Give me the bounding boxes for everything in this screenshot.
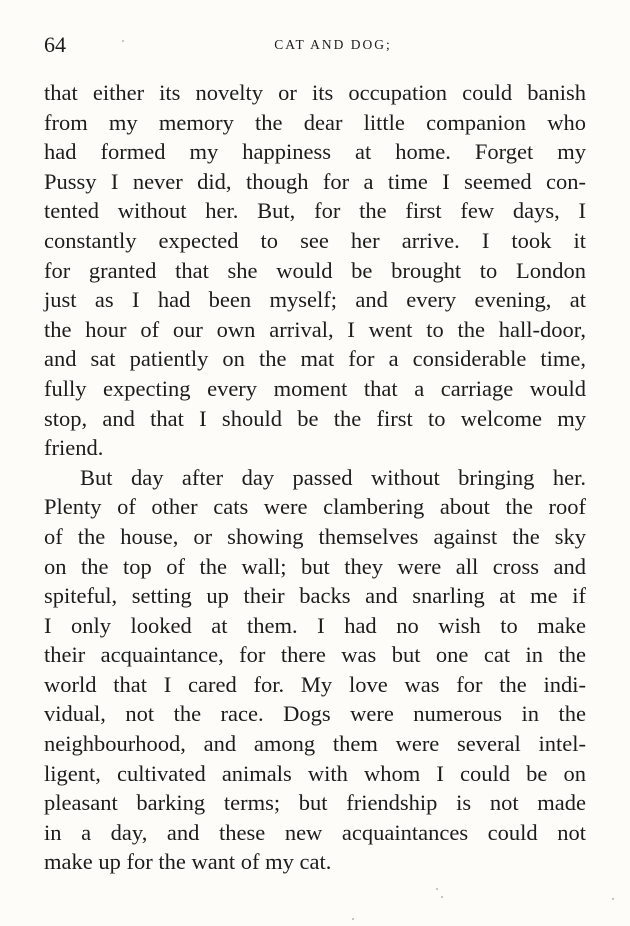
paper-speck xyxy=(122,40,124,42)
text-line: on the top of the wall; but they were all cross and xyxy=(44,553,586,579)
text-line: neighbourhood, and among them were several intel- xyxy=(44,731,586,757)
text-line: I only looked at them. I had no wish to make xyxy=(44,612,586,638)
paper-speck xyxy=(612,898,614,900)
paragraph-1 xyxy=(44,78,586,463)
paper-speck xyxy=(436,888,438,890)
text-line: constantly expected to see her arrive. I took it xyxy=(44,227,586,253)
text-line: But day after day passed without bringing her. xyxy=(80,464,586,490)
text-line: spiteful, setting up their backs and snarling at me if xyxy=(44,583,586,609)
text-line: tented without her. But, for the first few days, I xyxy=(44,198,586,224)
text-line: Plenty of other cats were clambering about the roof xyxy=(44,494,586,520)
text-line: vidual, not the race. Dogs were numerous in the xyxy=(44,701,586,727)
text-line: for granted that she would be brought to London xyxy=(44,257,586,283)
text-line: fully expecting every moment that a carriage would xyxy=(44,375,586,401)
text-line: stop, and that I should be the first to welcome my xyxy=(44,405,586,431)
text-line: Pussy I never did, though for a time I seemed con- xyxy=(44,168,586,194)
paper-speck xyxy=(352,918,354,920)
text-line: the hour of our own arrival, I went to the hall-door, xyxy=(44,316,586,342)
text-line: of the house, or showing themselves against the sky xyxy=(44,523,586,549)
text-line: make up for the want of my cat. xyxy=(44,849,332,875)
text-line: pleasant barking terms; but friendship is not made xyxy=(44,790,586,816)
paper-speck xyxy=(441,896,443,898)
text-line: that either its novelty or its occupation could banish xyxy=(44,80,586,105)
text-line: ligent, cultivated animals with whom I could be on xyxy=(44,760,586,786)
body-text xyxy=(44,78,586,877)
text-line: from my memory the dear little companion who xyxy=(44,109,586,135)
text-line: had formed my happiness at home. Forget my xyxy=(44,139,586,165)
text-line: world that I cared for. My love was for the indi- xyxy=(44,671,586,697)
page-number: 64 xyxy=(44,32,66,57)
running-title: CAT AND DOG; xyxy=(274,37,392,52)
text-line: friend. xyxy=(44,435,104,461)
text-line: and sat patiently on the mat for a considerable time, xyxy=(44,346,586,372)
paragraph-2 xyxy=(44,463,586,877)
text-line: just as I had been myself; and every evening, at xyxy=(44,287,586,313)
text-line: in a day, and these new acquaintances could not xyxy=(44,819,586,845)
running-head xyxy=(44,30,586,60)
text-line: their acquaintance, for there was but one cat in the xyxy=(44,642,586,668)
